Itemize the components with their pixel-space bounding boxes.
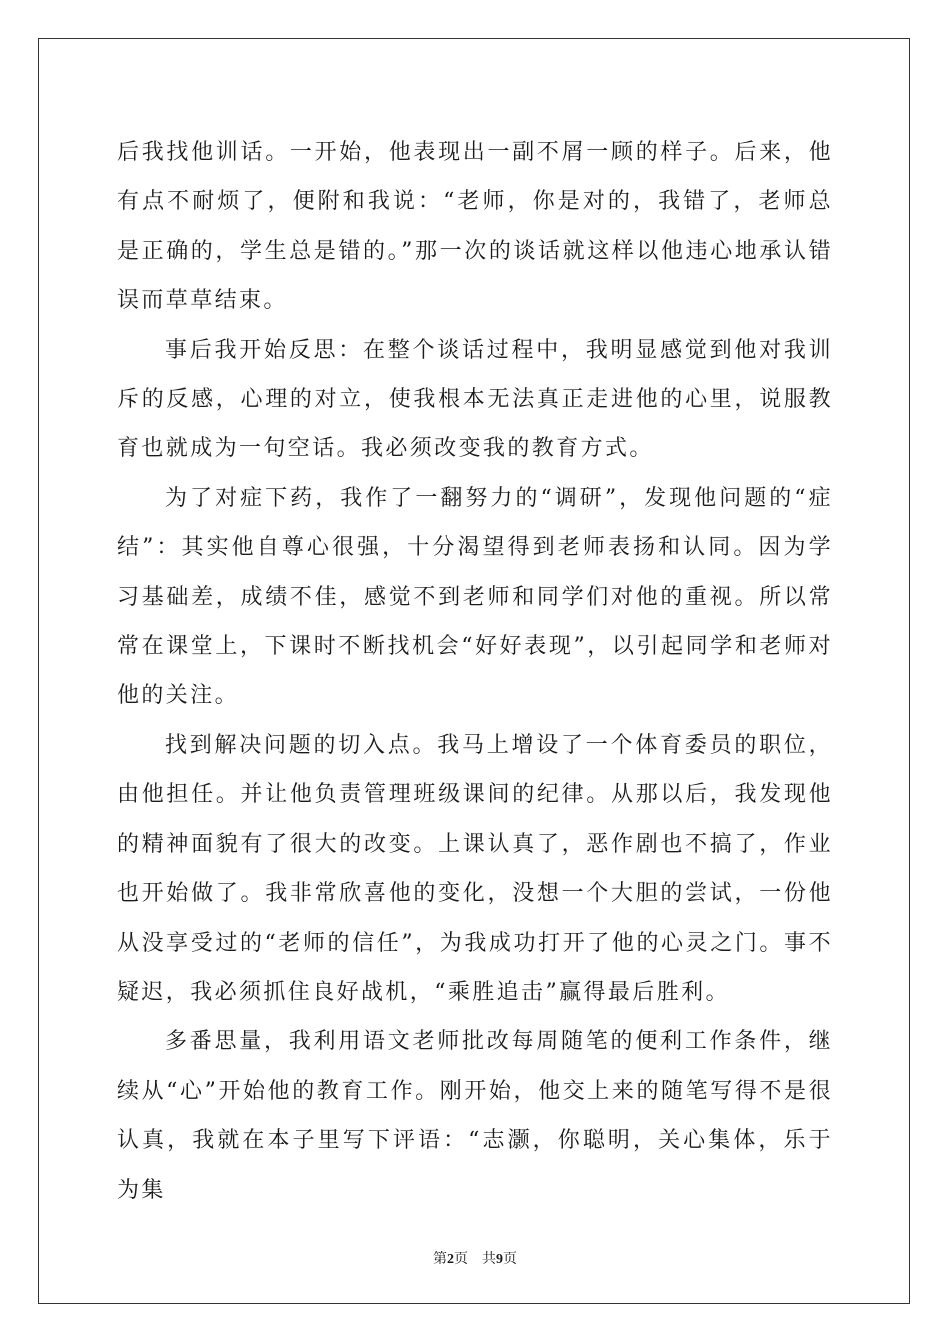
total-suffix: 页 [503,1251,517,1267]
paragraph-4: 找到解决问题的切入点。我马上增设了一个体育委员的职位，由他担任。并让他负责管理班级课间的纪律。从那以后，我发现他的精神面貌有了很大的改变。上课认真了，恶作剧也不搞了，作业也开始做了。我非常欣喜他的变化，没想一个大胆的尝试，一份他从没享受过的“老师的信任”，为我成功打开了他的心灵之门。事不疑迟，我必须抓住良好战机，“乘胜追击”赢得最后胜利。 [117,732,833,1005]
total-prefix: 共 [482,1251,496,1267]
paragraph-1: 后我找他训话。一开始，他表现出一副不屑一顾的样子。后来，他有点不耐烦了，便附和我说：“老师，你是对的，我错了，老师总是正确的，学生总是错的。”那一次的谈话就这样以他违心地承认错误而草草结束。 [117,140,833,314]
total-pages: 9 [496,1252,503,1267]
page-footer [0,1248,950,1268]
paragraph-3: 为了对症下药，我作了一翻努力的“调研”，发现他问题的“症结”：其实他自尊心很强，十分渴望得到老师表扬和认同。因为学习基础差，成绩不佳，感觉不到老师和同学们对他的重视。所以常常在课堂上，下课时不断找机会“好好表现”，以引起同学和老师对他的关注。 [117,485,833,709]
page-prefix: 第 [433,1251,447,1267]
page-suffix: 页 [454,1251,468,1267]
page-number: 2 [447,1252,454,1267]
paragraph-2: 事后我开始反思：在整个谈话过程中，我明显感觉到他对我训斥的反感，心理的对立，使我根本无法真正走进他的心里，说服教育也就成为一句空话。我必须改变我的教育方式。 [117,337,833,462]
paragraph-5: 多番思量，我利用语文老师批改每周随笔的便利工作条件，继续从“心”开始他的教育工作。刚开始，他交上来的随笔写得不是很认真，我就在本子里写下评语：“志灏，你聪明，关心集体，乐于为集 [117,1029,833,1203]
document-body [117,128,833,1215]
